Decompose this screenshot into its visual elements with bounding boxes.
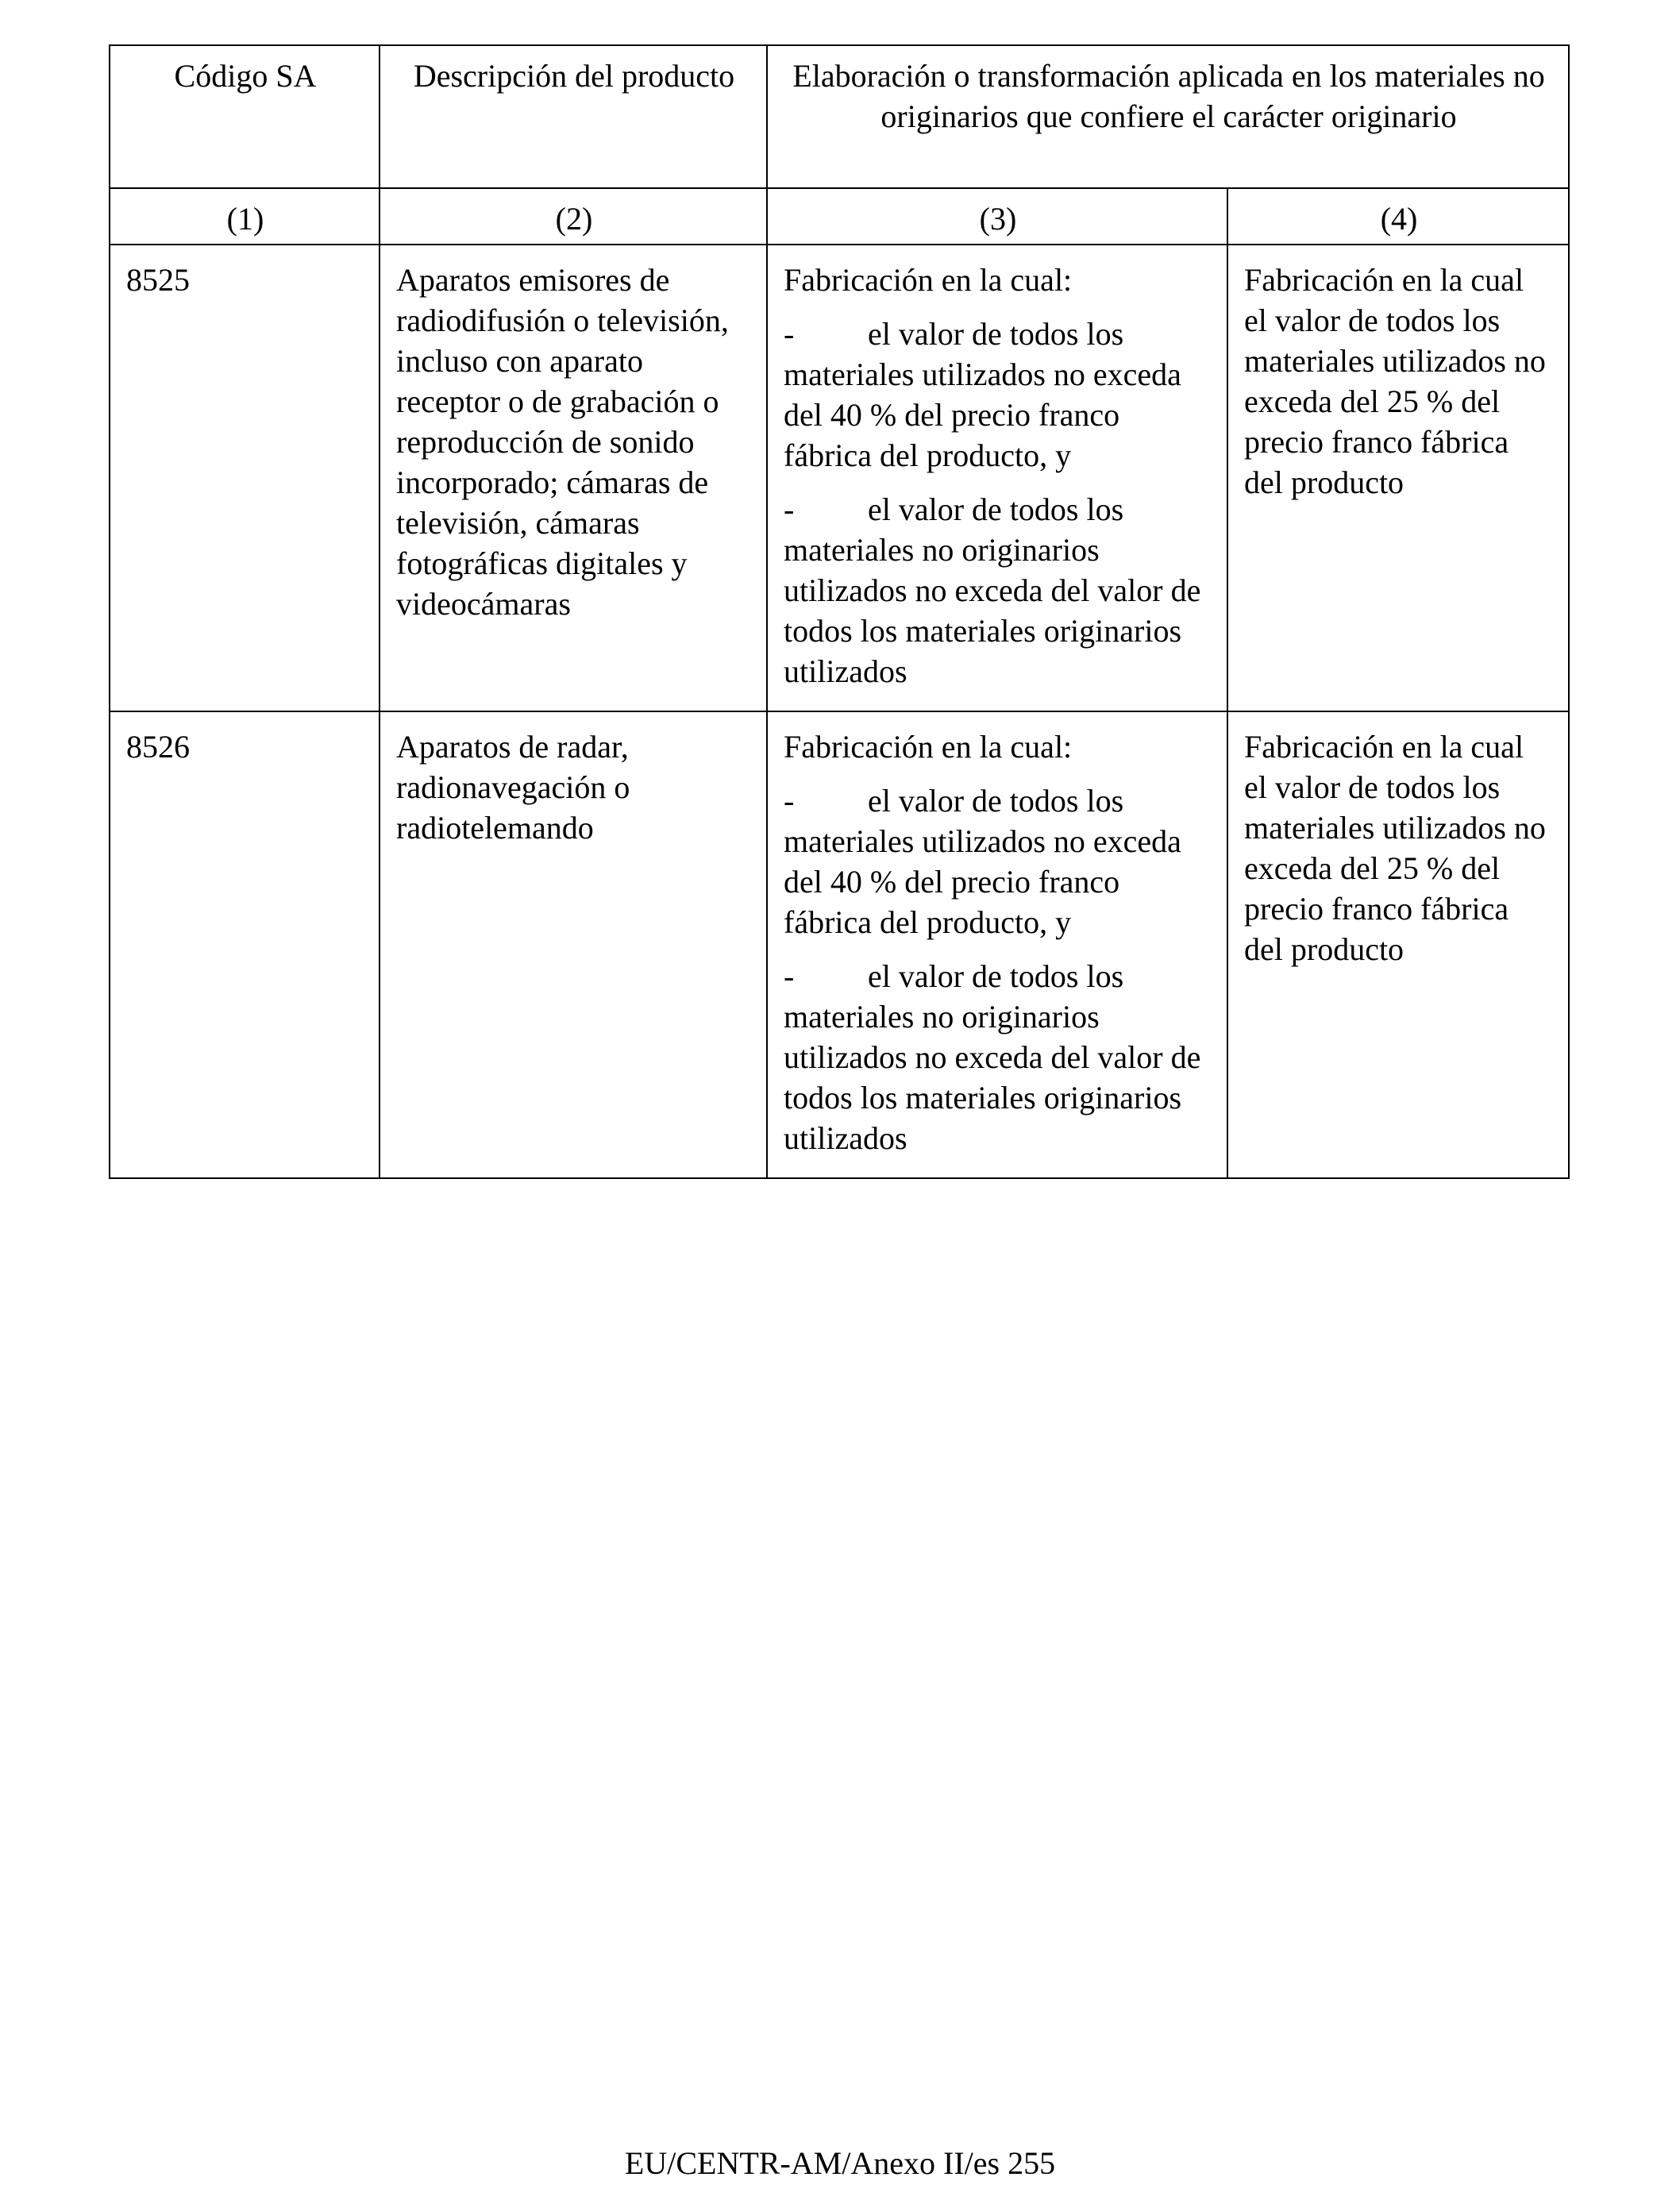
alternative-rule-cell: Fabricación en la cual el valor de todos los materiales utilizados no exceda del 25 % del precio franco fábrica del producto [1227,711,1569,1178]
column-number-row [110,188,1569,245]
column-number-2: (2) [380,188,767,245]
hs-code-cell: 8526 [110,711,380,1178]
processing-rule-cell [767,711,1227,1178]
bullet-dash: - [784,958,795,994]
hs-code-cell: 8525 [110,245,380,711]
header-working-processing: Elaboración o transformación aplicada en los materiales no originarios que confiere el carácter originario [767,45,1569,188]
alternative-rule-cell: Fabricación en la cual el valor de todos los materiales utilizados no exceda del 25 % del precio franco fábrica del producto [1227,245,1569,711]
product-description-cell: Aparatos de radar, radionavegación o radiotelemando [380,711,767,1178]
table-header-row [110,45,1569,188]
column-number-3: (3) [767,188,1227,245]
rule-bullet [784,314,1212,476]
processing-rule-cell [767,245,1227,711]
bullet-text: el valor de todos los materiales utilizados no exceda del 40 % del precio franco fábrica del producto, y [784,783,1181,940]
rule-bullet [784,780,1212,942]
rule-intro: Fabricación en la cual: [784,262,1073,298]
rule-intro: Fabricación en la cual: [784,729,1073,765]
bullet-dash: - [784,783,795,819]
rule-bullet [784,489,1212,692]
column-number-4: (4) [1227,188,1569,245]
table-row [110,711,1569,1178]
origin-rules-table [109,44,1570,1179]
bullet-text: el valor de todos los materiales no originarios utilizados no exceda del valor de todos los materiales originarios utilizados [784,958,1201,1156]
header-product-description: Descripción del producto [380,45,767,188]
bullet-dash: - [784,316,795,352]
bullet-dash: - [784,491,795,527]
header-hs-code: Código SA [110,45,380,188]
page-footer-reference: EU/CENTR-AM/Anexo II/es 255 [624,2145,1056,2181]
rule-bullet [784,956,1212,1158]
column-number-1: (1) [110,188,380,245]
table-row [110,245,1569,711]
product-description-cell: Aparatos emisores de radiodifusión o televisión, incluso con aparato receptor o de grabación o reproducción de sonido incorporado; cámaras de televisión, cámaras fotográficas digitales y videocámaras [380,245,767,711]
bullet-text: el valor de todos los materiales utilizados no exceda del 40 % del precio franco fábrica del producto, y [784,316,1181,473]
bullet-text: el valor de todos los materiales no originarios utilizados no exceda del valor de todos los materiales originarios utilizados [784,491,1201,689]
